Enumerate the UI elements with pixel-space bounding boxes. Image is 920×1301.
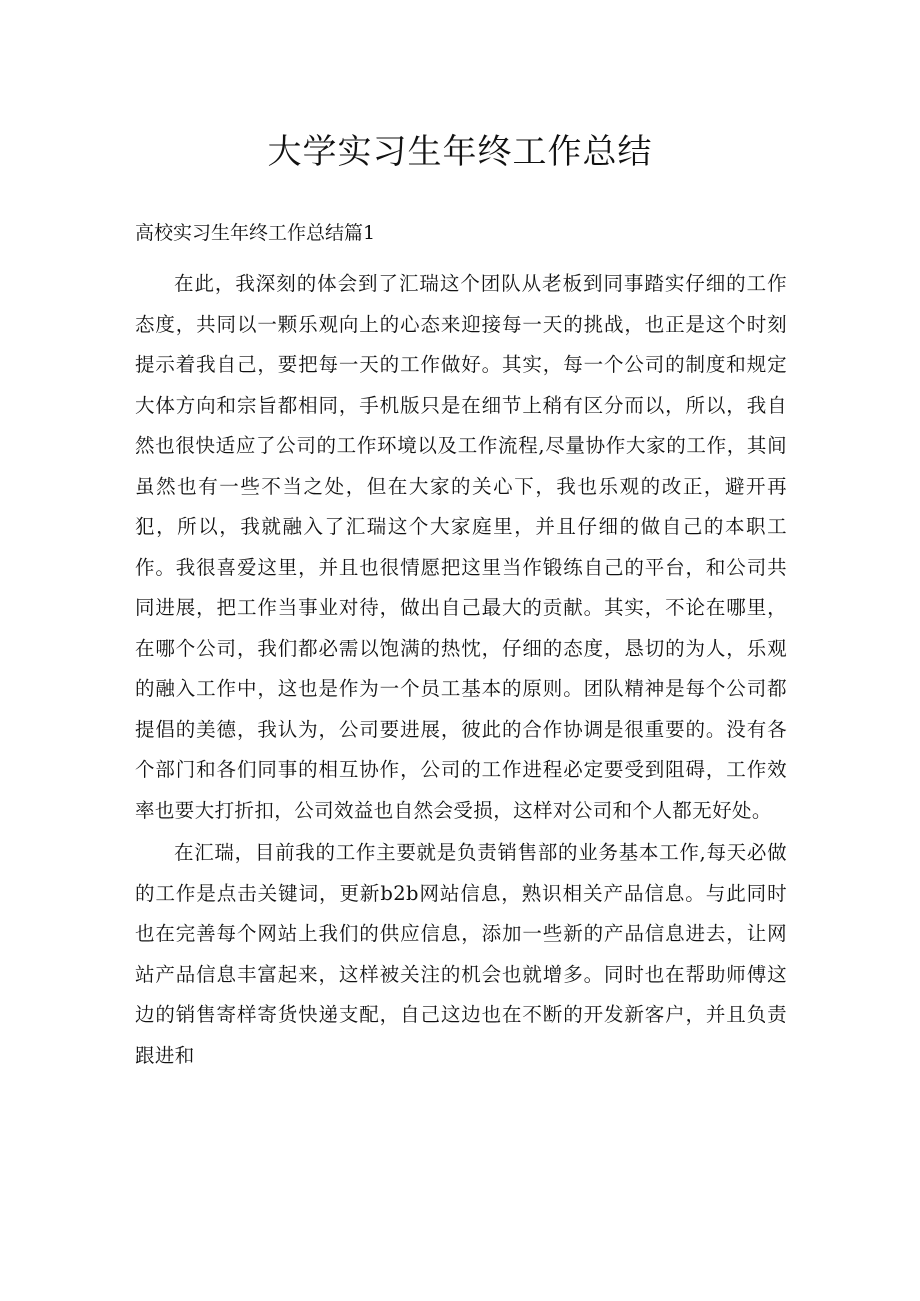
section-heading: 高校实习生年终工作总结篇1 <box>135 222 376 244</box>
paragraph-1: 在此，我深刻的体会到了汇瑞这个团队从老板到同事踏实仔细的工作态度，共同以一颗乐观向上的心态来迎接每一天的挑战，也正是这个时刻提示着我自己，要把每一天的工作做好。其实，每一个公司的制度和规定大体方向和宗旨都相同，手机版只是在细节上稍有区分而以，所以，我自然也很快适应了公司的工作环境以及工作流程,尽量协作大家的工作，其间虽然也有一些不当之处，但在大家的关心下，我也乐观的改正，避开再犯，所以，我就融入了汇瑞这个大家庭里，并且仔细的做自己的本职工作。我很喜爱这里，并且也很情愿把这里当作锻练自己的平台，和公司共同进展，把工作当事业对待，做出自己最大的贡献。其实，不论在哪里，在哪个公司，我们都必需以饱满的热忱，仔细的态度，恳切的为人，乐观的融入工作中，这也是作为一个员工基本的原则。团队精神是每个公司都提倡的美德，我认为，公司要进展，彼此的合作协调是很重要的。没有各个部门和各们同事的相互协作，公司的工作进程必定要受到阻碍，工作效率也要大打折扣，公司效益也自然会受损，这样对公司和个人都无好处。 <box>135 272 787 822</box>
document-body <box>135 264 787 1078</box>
document-title: 大学实习生年终工作总结 <box>267 132 653 172</box>
paragraph-2: 在汇瑞，目前我的工作主要就是负责销售部的业务基本工作,每天必做的工作是点击关键词，更新b2b网站信息，熟识相关产品信息。与此同时也在完善每个网站上我们的供应信息，添加一些新的产品信息进去，让网站产品信息丰富起来，这样被关注的机会也就增多。同时也在帮助师傅这边的销售寄样寄货快递支配，自己这边也在不断的开发新客户，并且负责跟进和 <box>135 841 787 1067</box>
